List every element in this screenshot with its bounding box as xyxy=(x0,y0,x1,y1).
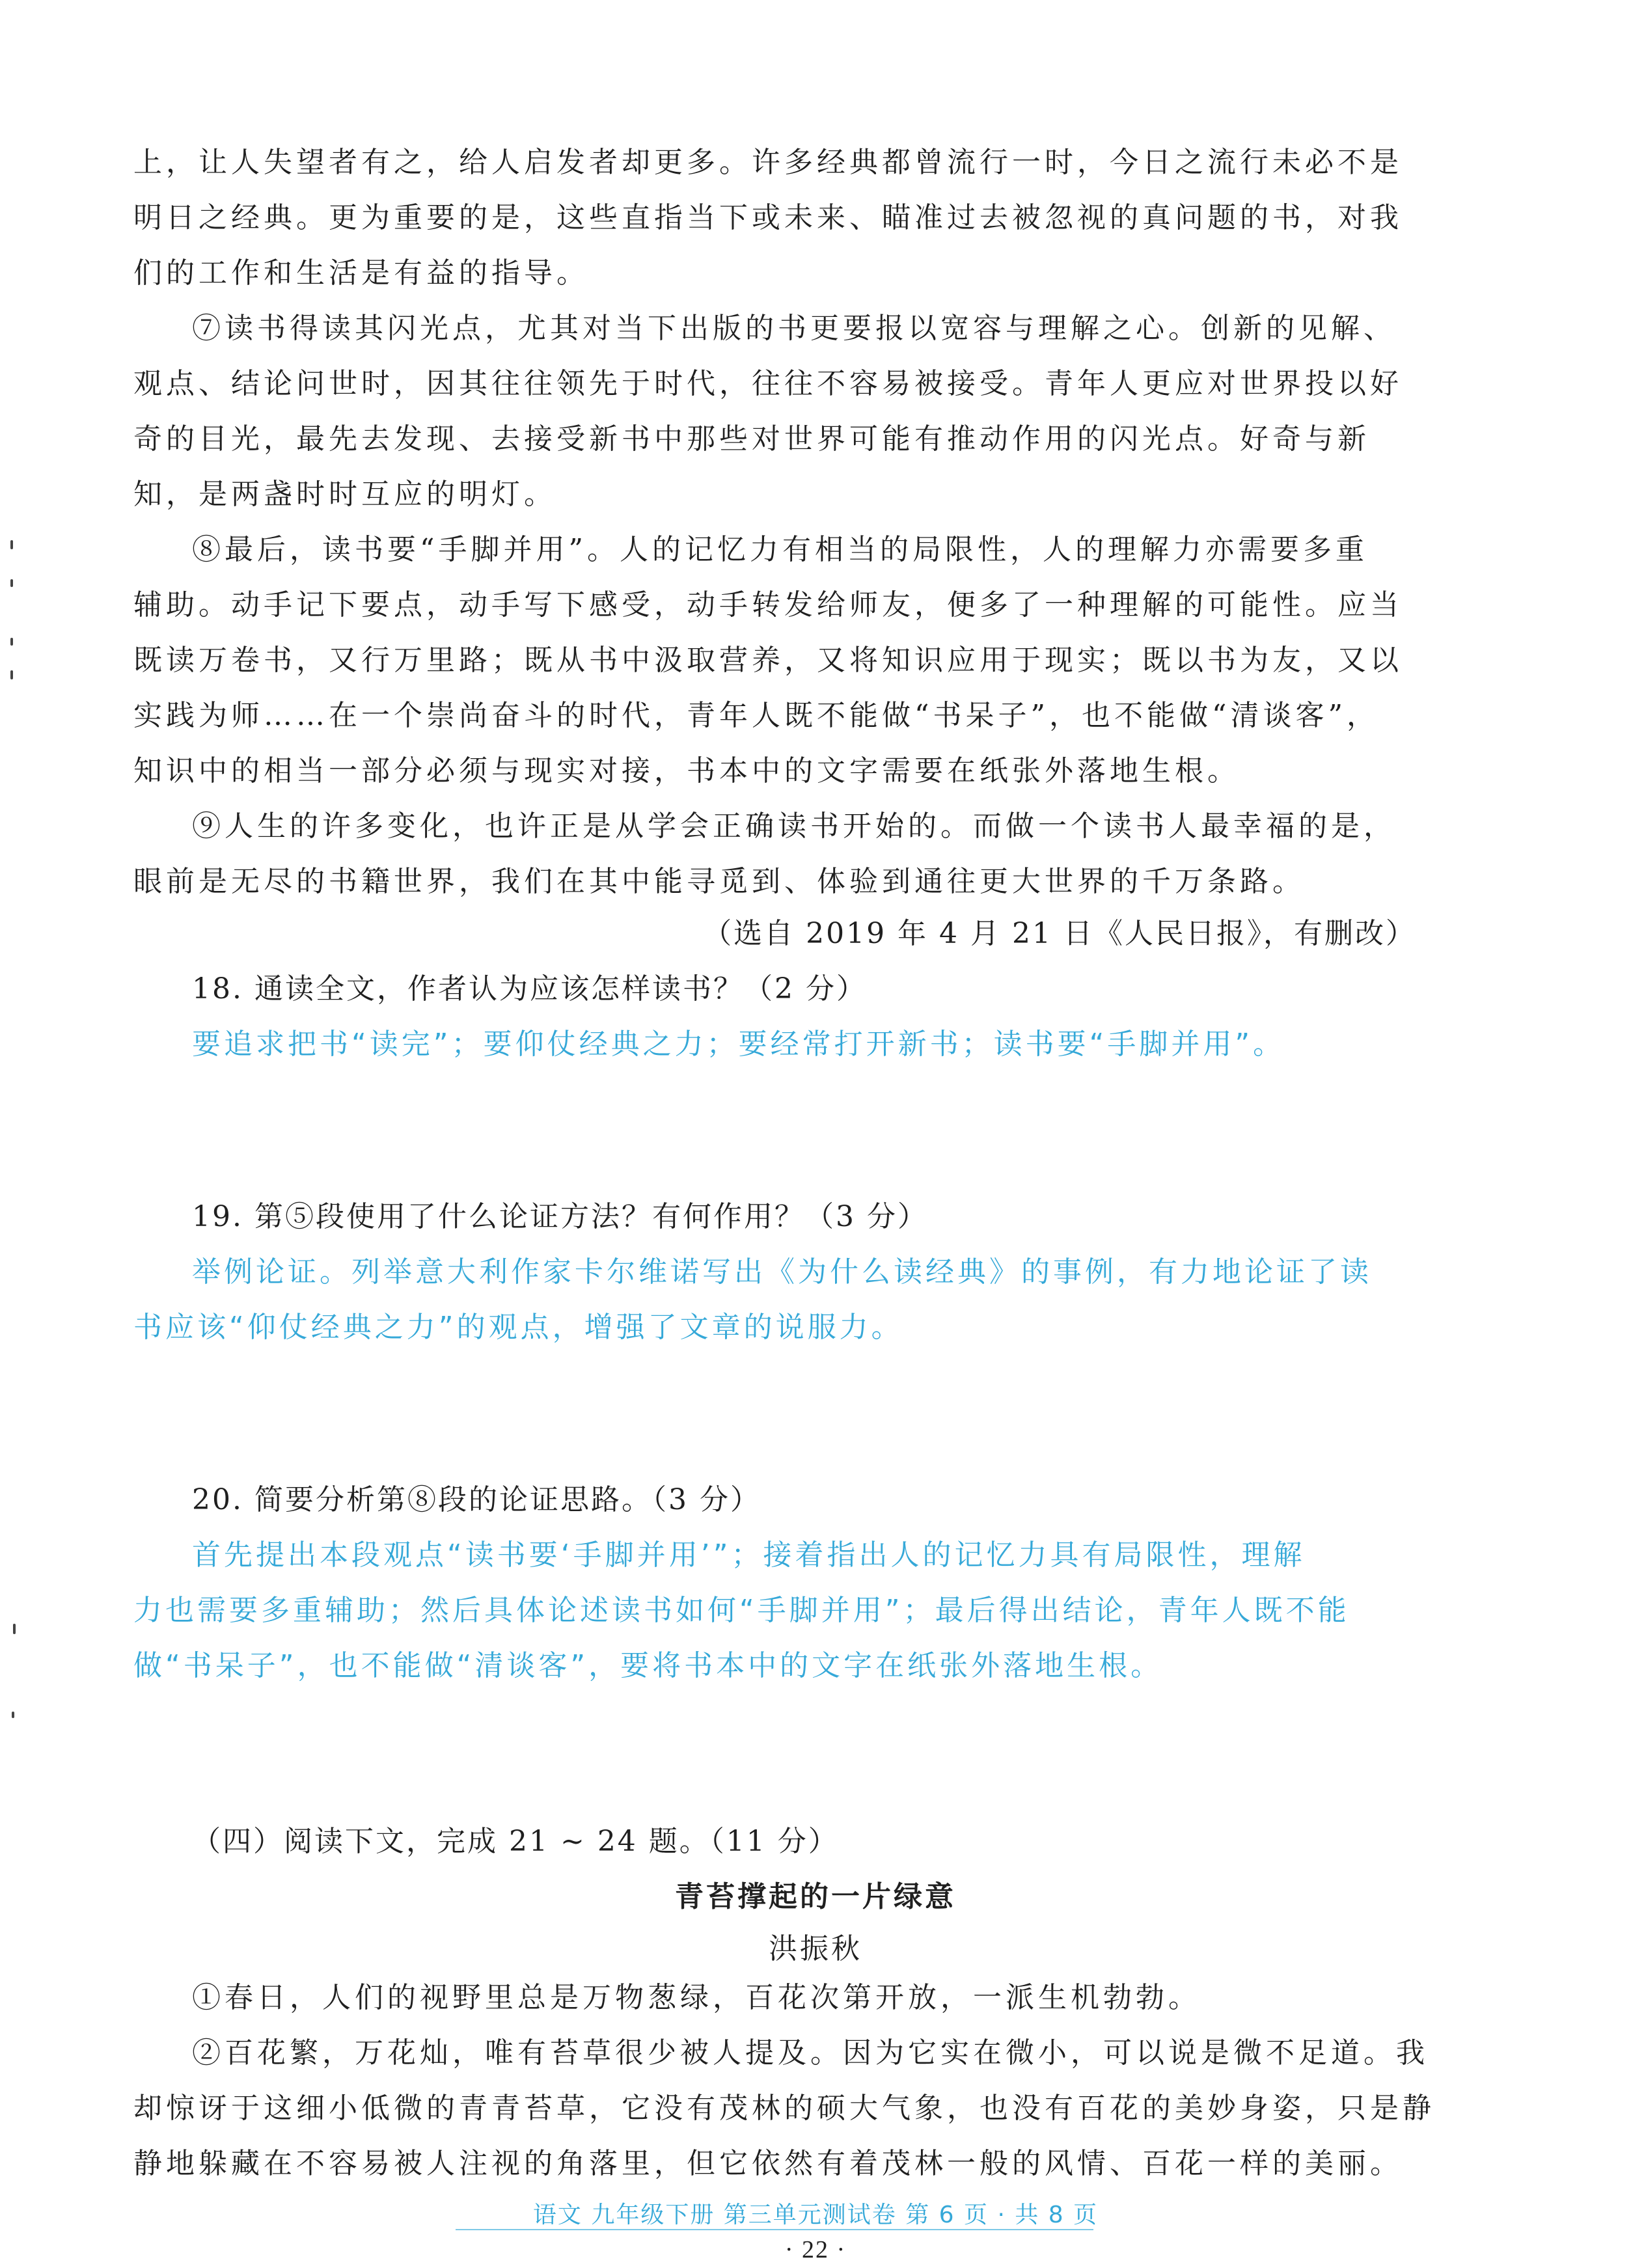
paragraph-9-line-2: 眼前是无尽的书籍世界，我们在其中能寻觅到、体验到通往更大世界的千万条路。 xyxy=(133,865,1305,898)
answer-19-line-2: 书应该“仰仗经典之力”的观点，增强了文章的说服力。 xyxy=(133,1311,903,1344)
paragraph-8-line-1: ⑧最后，读书要“手脚并用”。人的记忆力有相当的局限性，人的理解力亦需要多重 xyxy=(192,533,1368,566)
paragraph-7-line-1: ⑦读书得读其闪光点，尤其对当下出版的书更要报以宽容与理解之心。创新的见解、 xyxy=(192,312,1396,345)
answer-18-line-1: 要追求把书“读完”；要仰仗经典之力；要经常打开新书；读书要“手脚并用”。 xyxy=(192,1028,1285,1061)
paragraph-6-line-3: 们的工作和生活是有益的指导。 xyxy=(133,256,589,290)
scan-speck xyxy=(10,540,13,549)
page-number: · 22 · xyxy=(784,2236,847,2263)
answer-20-line-2: 力也需要多重辅助；然后具体论述读书如何“手脚并用”；最后得出结论，青年人既不能 xyxy=(133,1594,1350,1627)
answer-20-line-1: 首先提出本段观点“读书要‘手脚并用’”；接着指出人的记忆力具有局限性，理解 xyxy=(192,1538,1306,1572)
paragraph-9-line-1: ⑨人生的许多变化，也许正是从学会正确读书开始的。而做一个读书人最幸福的是， xyxy=(192,810,1396,843)
paragraph-8-line-5: 知识中的相当一部分必须与现实对接，书本中的文字需要在纸张外落地生根。 xyxy=(133,754,1240,787)
question-19: 19. 第⑤段使用了什么论证方法？有何作用？（3 分） xyxy=(192,1200,928,1233)
article-title: 青苔撑起的一片绿意 xyxy=(675,1880,956,1913)
article-paragraph-2-line-3: 静地躲藏在不容易被人注视的角落里，但它依然有着茂林一般的风情、百花一样的美丽。 xyxy=(133,2147,1403,2180)
article-paragraph-2-line-2: 却惊讶于这细小低微的青青苔草，它没有茂林的硕大气象，也没有百花的美妙身姿，只是静 xyxy=(133,2092,1435,2125)
question-20: 20. 简要分析第⑧段的论证思路。（3 分） xyxy=(192,1483,761,1516)
section-4-heading: （四）阅读下文，完成 21 ~ 24 题。（11 分） xyxy=(192,1825,839,1858)
article-author: 洪振秋 xyxy=(769,1932,862,1965)
question-18: 18. 通读全文，作者认为应该怎样读书？（2 分） xyxy=(192,972,867,1005)
answer-19-line-1: 举例论证。列举意大利作家卡尔维诺写出《为什么读经典》的事例，有力地论证了读 xyxy=(192,1255,1372,1289)
paragraph-7-line-3: 奇的目光，最先去发现、去接受新书中那些对世界可能有推动作用的闪光点。好奇与新 xyxy=(133,422,1370,456)
scan-speck xyxy=(10,579,13,587)
paragraph-7-line-2: 观点、结论问世时，因其往往领先于时代，往往不容易被接受。青年人更应对世界投以好 xyxy=(133,367,1403,400)
paragraph-8-line-4: 实践为师……在一个崇尚奋斗的时代，青年人既不能做“书呆子”，也不能做“清谈客”， xyxy=(133,699,1379,732)
article-paragraph-2-line-1: ②百花繁，万花灿，唯有苔草很少被人提及。因为它实在微小，可以说是微不足道。我 xyxy=(192,2036,1429,2070)
paragraph-8-line-3: 既读万卷书，又行万里路；既从书中汲取营养，又将知识应用于现实；既以书为友，又以 xyxy=(133,644,1403,677)
footer-info: 语文 九年级下册 第三单元测试卷 第 6 页 · 共 8 页 xyxy=(532,2202,1099,2228)
scan-speck xyxy=(10,638,13,646)
article-paragraph-1: ①春日，人们的视野里总是万物葱绿，百花次第开放，一派生机勃勃。 xyxy=(192,1981,1201,2014)
source-citation: （选自 2019 年 4 月 21 日《人民日报》，有删改） xyxy=(703,917,1416,950)
paragraph-6-line-1: 上，让人失望者有之，给人启发者却更多。许多经典都曾流行一时，今日之流行未必不是 xyxy=(133,146,1403,179)
footer-underline xyxy=(456,2229,1093,2230)
paragraph-6-line-2: 明日之经典。更为重要的是，这些直指当下或未来、瞄准过去被忽视的真问题的书，对我 xyxy=(133,201,1403,234)
scan-speck xyxy=(13,1624,16,1634)
answer-20-line-3: 做“书呆子”，也不能做“清谈客”，要将书本中的文字在纸张外落地生根。 xyxy=(133,1649,1163,1682)
scan-speck xyxy=(10,670,13,679)
paragraph-8-line-2: 辅助。动手记下要点，动手写下感受，动手转发给师友，便多了一种理解的可能性。应当 xyxy=(133,588,1403,622)
paragraph-7-line-4: 知，是两盏时时互应的明灯。 xyxy=(133,478,556,511)
scan-speck xyxy=(12,1712,14,1718)
